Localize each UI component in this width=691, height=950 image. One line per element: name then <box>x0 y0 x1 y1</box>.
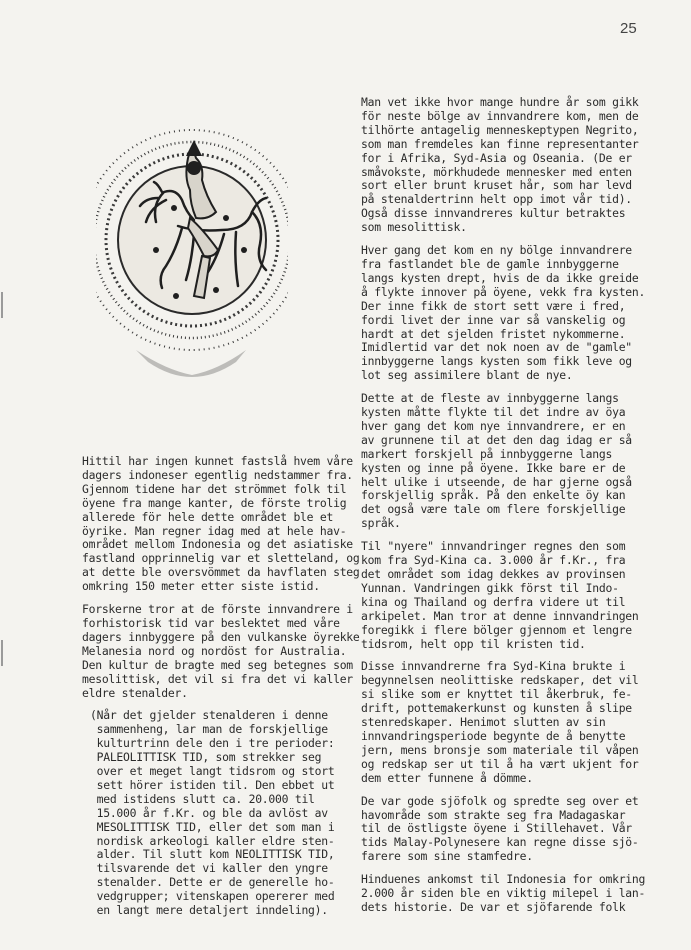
page-number: 25 <box>620 20 637 37</box>
paragraph: Disse innvandrerne fra Syd-Kina brukte i begynnelsen neolittiske redskaper, det vil si slike som er knyttet til åkerbruk, fe- drift, pottemakerkunst og kunsten å slipe stenredskaper. Henimot slutten av sin innvandringsperiode begynte de å benytte jern, mens bronsje som materiale til våpen og redskap ser ut til å ha vært ukjent for dem etter funnene å dömme. <box>361 659 639 785</box>
paragraph: Forskerne tror at de förste innvandrere i forhistorisk tid var beslektet med våre dagers innbyggere på den vulkanske öyrekke Melanesia nord og nordöst for Australia. Den kultur de bragte med seg betegnes som mesolittisk, det vil si fra det vi kaller eldre stenalder. <box>82 602 360 700</box>
stone-age-periods-note: (Når det gjelder stenalderen i denne sammenheng, lar man de forskjellige kulturtrinn dele den i tre perioder: PALEOLITTISK TID, som strekker seg over et meget langt tidsrom og stort sett hörer istiden til. Den ebbet ut med istidens slutt ca. 20.000 til 15.000 år f.Kr. og ble da avlöst av MESOLITTISK TID, eller det som man i nordisk arkeologi kaller eldre sten- alder. Til slutt kom NEOLITTISK TID, tilsvarende det vi kaller den yngre stenalder. Dette er de generelle ho- vedgrupper; vitenskapen opererer med en langt mere detaljert inndeling). <box>90 708 335 918</box>
staple-mark <box>1 640 3 666</box>
paragraph: Man vet ikke hvor mange hundre år som gikk för neste bölge av innvandrere kom, men de tilhörte antagelig menneskeptypen Negrito, som man fremdeles kan finne representanter for i Afrika, Syd-Asia og Oseania. (De er småvokste, mörkhudede mennesker med enten sort eller brunt kruset hår, som har levd på stenaldertrinn helt opp imot vår tid). Også disse innvandreres kultur betraktes som mesolittisk. <box>361 95 639 235</box>
left-column <box>82 454 360 927</box>
paragraph: Til "nyere" innvandringer regnes den som kom fra Syd-Kina ca. 3.000 år f.Kr., fra det området som idag dekkes av provinsen Yunnan. Vandringen gikk först til Indo- kina og Thailand og derfra videre ut til arkipelet. Man tror at denne innvandringen foregikk i flere bölger gjennom et lengre tidsrom, helt opp til kristen tid. <box>361 539 639 651</box>
paragraph: Hinduenes ankomst til Indonesia for omkring 2.000 år siden ble en viktig milepel i lan- dets historie. De var et sjöfarende folk <box>361 872 646 914</box>
rider-on-horse-illustration <box>96 100 288 390</box>
paragraph: Hittil har ingen kunnet fastslå hvem våre dagers indoneser egentlig nedstammer fra. Gjennom tidene har det strömmet folk til öyene fra mange kanter, de förste trolig allerede för hele dette området ble et öyrike. Man regner idag med at hele hav- området mellom Indonesia og det asiatiske fastland opprinnelig var et sletteland, og at dette ble oversvömmet da havflaten steg omkring 150 meter etter siste istid. <box>82 454 360 594</box>
staple-mark <box>1 292 3 318</box>
paragraph: De var gode sjöfolk og spredte seg over et havområde som strakte seg fra Madagaskar til de östligste öyene i Stillehavet. Vår tids Malay-Polynesere kan regne disse sjö- farere som sine stamfedre. <box>361 793 639 864</box>
paragraph: Hver gang det kom en ny bölge innvandrere fra fastlandet ble de gamle innbyggerne langs kysten drept, hvis de da ikke greide å flykte innover på öyene, vekk fra kysten. Der inne fikk de stort sett være i fred, fordi livet der inne var så vanskelig og hardt at det sjelden fristet nykommerne. Imidlertid var det nok noen av de "gamle" innbyggerne langs kysten som fikk leve og lot seg assimilere blant de nye. <box>361 243 646 383</box>
right-column <box>361 95 646 924</box>
paragraph: Dette at de fleste av innbyggerne langs kysten måtte flykte til det indre av öya hver gang det kom nye innvandrere, er en av grunnene til at det den dag idag er så markert forskjell på innbyggerne langs kysten og inne på öyene. Ikke bare er de helt ulike i utseende, de har gjerne også forskjellig språk. På den enkelte öy kan det også være tale om flere forskjellige språk. <box>361 391 632 531</box>
